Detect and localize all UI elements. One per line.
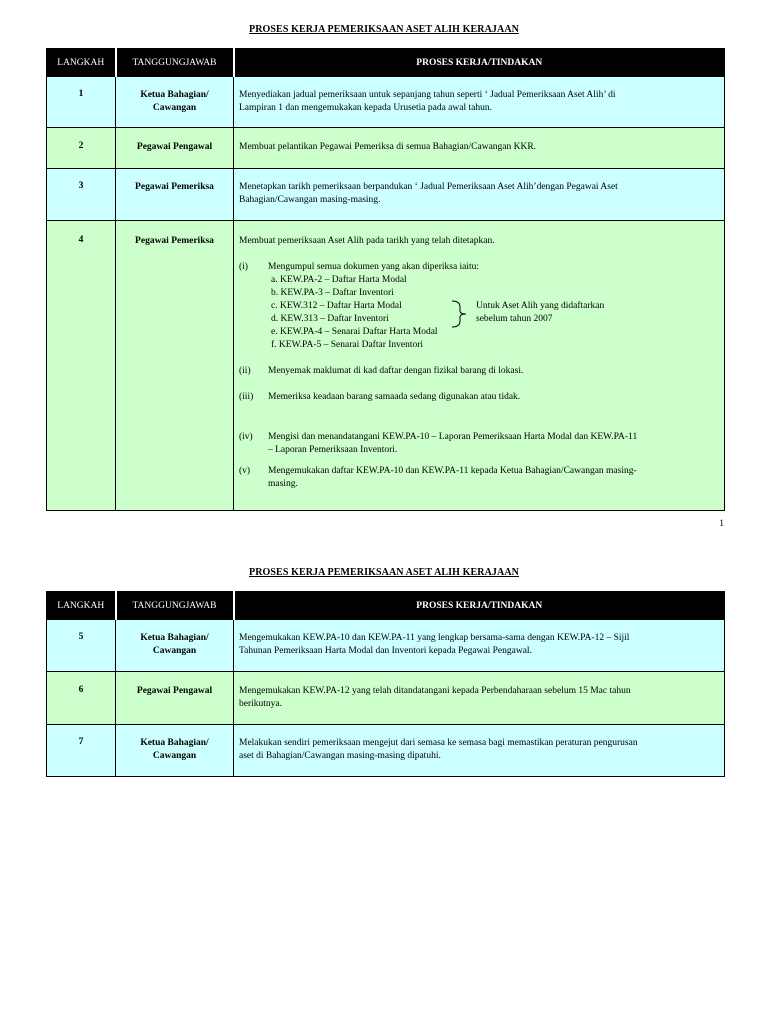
sub-step-number: (i) [239, 262, 248, 272]
responsibility-text: Ketua Bahagian/ [140, 738, 209, 748]
action-text: Bahagian/Cawangan masing-masing. [239, 195, 381, 205]
action-cell [234, 77, 725, 128]
sub-step-text: Memeriksa keadaan barang samaada sedang digunakan atau tidak. [268, 392, 521, 402]
curly-brace-icon [450, 300, 472, 328]
responsibility-cell [116, 77, 234, 128]
header-proses-kerja: PROSES KERJA/TINDAKAN [234, 592, 725, 620]
action-cell [234, 128, 725, 169]
step-number: 2 [47, 128, 116, 169]
process-table-page-2 [46, 591, 725, 777]
responsibility-cell [116, 128, 234, 169]
list-item: a. KEW.PA-2 – Daftar Harta Modal [271, 275, 407, 285]
sub-step-i [239, 261, 718, 274]
sub-step-text-line: masing. [268, 479, 298, 489]
responsibility-text: Cawangan [152, 103, 197, 113]
action-cell [234, 169, 725, 221]
responsibility-cell [116, 221, 234, 511]
document-list [271, 274, 718, 352]
sub-step-number: (iv) [239, 432, 253, 442]
page-number: 1 [719, 519, 724, 529]
table-header-row [47, 49, 725, 77]
step-number: 6 [47, 672, 116, 725]
brace-note [476, 300, 604, 326]
action-cell [234, 221, 725, 511]
step-number: 1 [47, 77, 116, 128]
brace-note-text: sebelum tahun 2007 [476, 314, 553, 324]
responsibility-text: Cawangan [152, 751, 197, 761]
sub-step-text: Mengumpul semua dokumen yang akan diperiksa iaitu: [268, 262, 480, 272]
table-row [47, 620, 725, 672]
responsibility-text: Pegawai Pemeriksa [135, 182, 214, 192]
page-title: PROSES KERJA PEMERIKSAAN ASET ALIH KERAJAAN [248, 24, 519, 35]
action-text: Lampiran 1 dan mengemukakan kepada Urusetia pada awal tahun. [239, 103, 492, 113]
action-cell [234, 672, 725, 725]
step-number: 7 [47, 725, 116, 777]
action-cell [234, 725, 725, 777]
responsibility-text: Pegawai Pengawal [136, 686, 213, 696]
header-langkah: LANGKAH [47, 592, 116, 620]
sub-step-ii [239, 365, 718, 378]
sub-step-text: Menyemak maklumat di kad daftar dengan fizikal barang di lokasi. [268, 366, 524, 376]
list-item: d. KEW.313 – Daftar Inventori [271, 314, 389, 324]
responsibility-cell [116, 672, 234, 725]
responsibility-text: Ketua Bahagian/ [140, 90, 209, 100]
sub-step-iv [239, 431, 718, 457]
sub-step-text-line: – Laporan Pemeriksaan Inventori. [268, 445, 398, 455]
action-cell [234, 620, 725, 672]
action-text: Menetapkan tarikh pemeriksaan berpandukan ‘ Jadual Pemeriksaan Aset Alih’dengan Pegawai Aset [239, 182, 618, 192]
sub-step-number: (v) [239, 466, 251, 476]
responsibility-cell [116, 725, 234, 777]
action-text: aset di Bahagian/Cawangan masing-masing dipatuhi. [239, 751, 441, 761]
action-text: Membuat pelantikan Pegawai Pemeriksa di semua Bahagian/Cawangan KKR. [239, 142, 537, 152]
header-tanggungjawab: TANGGUNGJAWAB [116, 49, 234, 77]
sub-step-number: (iii) [239, 392, 254, 402]
table-row [47, 128, 725, 169]
table-header-row [47, 592, 725, 620]
list-item: e. KEW.PA-4 – Senarai Daftar Harta Modal [271, 327, 438, 337]
header-langkah: LANGKAH [47, 49, 116, 77]
page-title: PROSES KERJA PEMERIKSAAN ASET ALIH KERAJAAN [248, 567, 519, 578]
table-row [47, 672, 725, 725]
table-row [47, 725, 725, 777]
header-proses-kerja: PROSES KERJA/TINDAKAN [234, 49, 725, 77]
sub-step-text-line: Mengemukakan daftar KEW.PA-10 dan KEW.PA-11 kepada Ketua Bahagian/Cawangan masing- [268, 466, 637, 476]
sub-step-v [239, 465, 718, 491]
step-number: 3 [47, 169, 116, 221]
list-item: b. KEW.PA-3 – Daftar Inventori [271, 288, 394, 298]
table-row [47, 221, 725, 511]
sub-step-text-line: Mengisi dan menandatangani KEW.PA-10 – Laporan Pemeriksaan Harta Modal dan KEW.PA-11 [268, 432, 638, 442]
step-number: 5 [47, 620, 116, 672]
responsibility-text: Cawangan [152, 646, 197, 656]
list-item: f. KEW.PA-5 – Senarai Daftar Inventori [271, 340, 424, 350]
responsibility-text: Pegawai Pengawal [136, 142, 213, 152]
responsibility-text: Pegawai Pemeriksa [135, 236, 214, 246]
step-number: 4 [47, 221, 116, 511]
responsibility-cell [116, 169, 234, 221]
list-item: c. KEW.312 – Daftar Harta Modal [271, 301, 402, 311]
process-table-page-1 [46, 48, 725, 511]
sub-step-number: (ii) [239, 366, 251, 376]
sub-step-iii [239, 391, 718, 404]
action-text: berikutnya. [239, 699, 283, 709]
header-tanggungjawab: TANGGUNGJAWAB [116, 592, 234, 620]
table-row [47, 169, 725, 221]
action-text: Mengemukakan KEW.PA-12 yang telah ditandatangani kepada Perbendaharaan sebelum 15 Mac tahun [239, 686, 631, 696]
responsibility-cell [116, 620, 234, 672]
action-text: Mengemukakan KEW.PA-10 dan KEW.PA-11 yang lengkap bersama-sama dengan KEW.PA-12 – Sijil [239, 633, 630, 643]
responsibility-text: Ketua Bahagian/ [140, 633, 209, 643]
sub-step-text [268, 465, 718, 491]
table-row [47, 77, 725, 128]
sub-step-text [268, 431, 718, 457]
action-intro: Membuat pemeriksaan Aset Alih pada tarikh yang telah ditetapkan. [239, 236, 495, 246]
action-text: Menyediakan jadual pemeriksaan untuk sepanjang tahun seperti ‘ Jadual Pemeriksaan Aset Alih’ di [239, 90, 616, 100]
action-text: Tahunan Pemeriksaan Harta Modal dan Inventori kepada Pegawai Pengawal. [239, 646, 532, 656]
brace-note-text: Untuk Aset Alih yang didaftarkan [476, 301, 605, 311]
action-text: Melakukan sendiri pemeriksaan mengejut dari semasa ke semasa bagi memastikan peraturan pengurusan [239, 738, 638, 748]
